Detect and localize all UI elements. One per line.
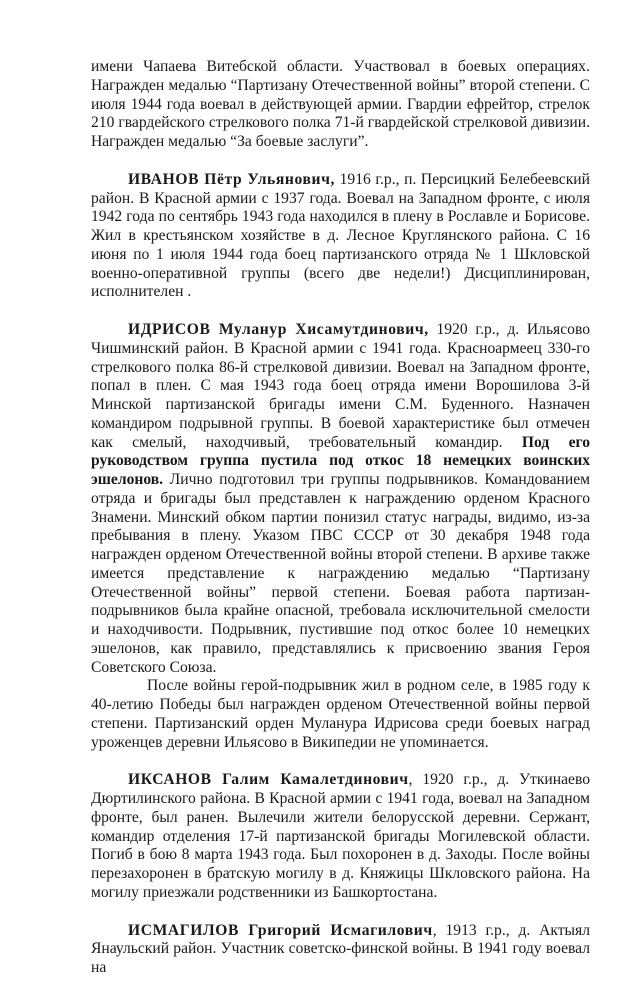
entry-ivanov-name: ИВАНОВ Пётр Ульянович,: [128, 170, 336, 188]
entry-ivanov: [91, 171, 590, 302]
entry-ivanov-paragraph: [91, 171, 590, 302]
entry-iksanov-paragraph: [91, 771, 590, 902]
intro-paragraph: [91, 58, 590, 152]
entry-idrisov-name: ИДРИСОВ Муланур Хисамутдинович,: [128, 321, 429, 338]
entry-idrisov-postscript: После войны герой-подрывник жил в родном селе, в 1985 году к 40-летию Победы был награжден орденом Отечественной войны первой степени. Партизанский орден Муланура Идрисова среди боевых наград уроженцев деревни Ильясово в Википедии не упоминается.: [91, 677, 590, 751]
entry-iksanov: [91, 771, 590, 902]
intro-text: имени Чапаева Витебской области. Участвовал в боевых операциях. Награжден медалью “Партизану Отечественной войны” второй степени. С июля 1944 года воевал в действующей армии. Гвардии ефрейтор, стрелок 210 гвардейского стрелкового полка 71-й гвардейской стрелковой дивизии. Награжден медалью “За боевые заслуги”.: [91, 58, 590, 150]
entry-idrisov-text-after: Лично подготовил три группы подрывников. Командованием отряда и бригады был представлен к награждению орденом Красного Знамени. Минский обком партии понизил статус награды, видимо, из-за пребывания в плену. Указом ПВС СССР от 30 декабря 1948 года награжден орденом Отечественной войны второй степени. В архиве также имеется представление к награждению медалью “Партизану Отечественной войны” первой степени. Боевая работа партизан-подрывников была крайне опасной, требовала исключительной смелости и находчивости. Подрывник, пустившие под откос более 10 немецких эшелонов, как правило, представлялись к присвоению звания Героя Советского Союза.: [91, 471, 590, 676]
entry-idrisov: [91, 321, 590, 752]
entry-idrisov-text-before: 1920 г.р., д. Ильясово Чишминский район. В Красной армии с 1941 года. Красноармеец 330-го стрелкового полка 86-й стрелковой дивизии. Воевал на Западном фронте, попал в плен. С мая 1943 года боец отряда имени Ворошилова 3-й Минской партизанской бригады имени С.М. Буденного. Назначен командиром подрывной группы. В боевой характеристике был отмечен как смелый, находчивый, требовательный командир.: [91, 321, 591, 451]
entry-ismagilov-name: ИСМАГИЛОВ Григорий Исмагилович: [128, 921, 433, 939]
entry-ismagilov-paragraph: [91, 922, 590, 978]
entry-ismagilov-text: , 1913 г.р., д. Актыял Янаульский район. Участник советско-финской войны. В 1941 году воевал на: [91, 921, 590, 976]
entry-idrisov-paragraph: [91, 321, 590, 677]
entry-iksanov-text: , 1920 г.р., д. Уткинаево Дюртилинского района. В Красной армии с 1941 года, воевал на Западном фронте, был ранен. Вылечили жители белорусской деревни. Сержант, командир отделения 17-й партизанской бригады Могилевской области. Погиб в бою 8 марта 1943 года. Был похоронен в д. Заходы. После войны перезахоронен в братскую могилу в д. Княжицы Шкловского района. На могилу приезжали родственники из Башкортостана.: [91, 771, 590, 901]
entry-iksanov-name: ИКСАНОВ Галим Камалетдинович: [128, 771, 409, 789]
entry-ivanov-text: 1916 г.р., п. Персицкий Белебеевский район. В Красной армии с 1937 года. Воевал на Западном фронте, с июля 1942 года по сентябрь 1943 года находился в плену в Рославле и Борисове. Жил в крестьянском хозяйстве в д. Лесное Круглянского района. С 16 июня по 1 июля 1944 года боец партизанского отряда № 1 Шкловской военно-оперативной группы (всего две недели!) Дисциплинирован, исполнителен .: [91, 170, 590, 301]
entry-ismagilov: [91, 922, 590, 978]
entry-idrisov-bold-text: Под его руководством группа пустила под откос 18 немецких воинских эшелонов.: [91, 433, 590, 488]
